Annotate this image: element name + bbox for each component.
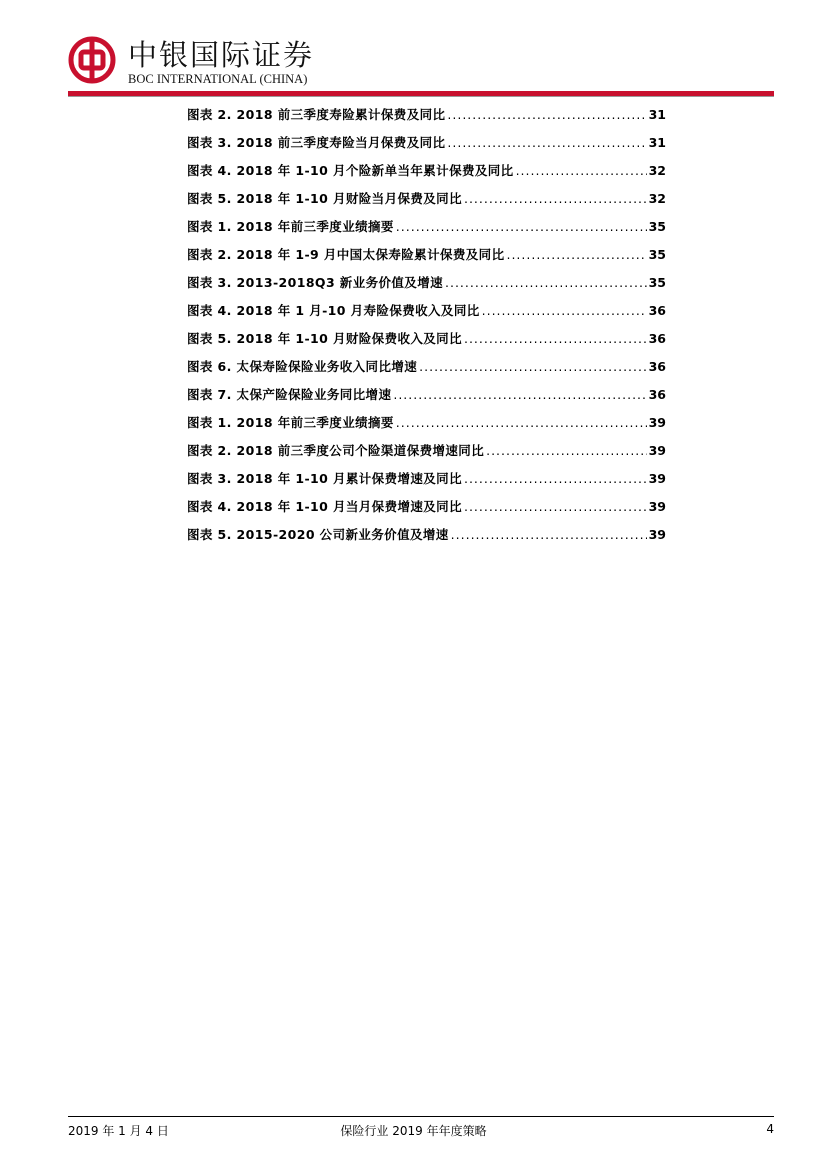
toc-entry[interactable] [187,241,666,269]
page-number: 4 [766,1122,774,1136]
toc-entry-page: 31 [648,135,666,150]
toc-entry-page: 39 [648,527,666,542]
toc-dot-leader [516,157,647,185]
toc-dot-leader [486,437,647,465]
figure-list [187,101,666,549]
toc-entry[interactable] [187,465,666,493]
footer-divider [68,1116,774,1117]
toc-entry[interactable] [187,185,666,213]
toc-dot-leader [393,381,646,409]
toc-entry-page: 35 [648,219,666,234]
toc-entry[interactable] [187,325,666,353]
toc-dot-leader [451,521,647,549]
toc-entry-label: 图表 5. 2018 年 1-10 月财险当月保费及同比 [187,191,462,206]
footer-report-title: 保险行业 2019 年年度策略 [340,1124,487,1138]
toc-entry[interactable] [187,353,666,381]
toc-entry-label: 图表 2. 2018 前三季度公司个险渠道保费增速同比 [187,443,485,458]
toc-dot-leader [506,241,646,269]
toc-entry-label: 图表 2. 2018 前三季度寿险累计保费及同比 [187,107,446,122]
toc-dot-leader [445,269,647,297]
toc-entry[interactable] [187,493,666,521]
toc-entry-page: 35 [648,275,666,290]
toc-entry-label: 图表 1. 2018 年前三季度业绩摘要 [187,219,394,234]
toc-entry-label: 图表 4. 2018 年 1-10 月个险新单当年累计保费及同比 [187,163,514,178]
toc-entry-label: 图表 6. 太保寿险保险业务收入同比增速 [187,359,418,374]
toc-entry[interactable] [187,269,666,297]
toc-dot-leader [464,493,647,521]
brand-name-en: BOC INTERNATIONAL (CHINA) [128,72,308,86]
toc-entry-page: 39 [648,443,666,458]
toc-entry-label: 图表 1. 2018 年前三季度业绩摘要 [187,415,394,430]
toc-entry-label: 图表 5. 2018 年 1-10 月财险保费收入及同比 [187,331,462,346]
toc-dot-leader [396,213,647,241]
toc-entry[interactable] [187,409,666,437]
toc-entry-label: 图表 2. 2018 年 1-9 月中国太保寿险累计保费及同比 [187,247,505,262]
toc-entry[interactable] [187,213,666,241]
page-header [0,0,827,100]
toc-entry[interactable] [187,101,666,129]
toc-entry-page: 39 [648,471,666,486]
toc-entry-label: 图表 5. 2015-2020 公司新业务价值及增速 [187,527,449,542]
toc-entry-page: 35 [648,247,666,262]
toc-entry-page: 32 [648,163,666,178]
toc-entry[interactable] [187,297,666,325]
toc-entry-label: 图表 7. 太保产险保险业务同比增速 [187,387,392,402]
toc-entry-page: 31 [648,107,666,122]
toc-entry[interactable] [187,381,666,409]
footer-date: 2019 年 1 月 4 日 [68,1124,169,1138]
toc-dot-leader [464,465,647,493]
toc-entry-label: 图表 3. 2013-2018Q3 新业务价值及增速 [187,275,443,290]
toc-entry-page: 36 [648,331,666,346]
toc-entry[interactable] [187,437,666,465]
toc-entry-page: 39 [648,415,666,430]
boc-logo-icon [68,36,116,84]
toc-entry-page: 32 [648,191,666,206]
toc-entry-label: 图表 3. 2018 前三季度寿险当月保费及同比 [187,135,446,150]
toc-entry-page: 36 [648,359,666,374]
toc-dot-leader [482,297,647,325]
toc-dot-leader [447,129,646,157]
toc-entry[interactable] [187,129,666,157]
toc-dot-leader [396,409,647,437]
toc-entry[interactable] [187,157,666,185]
toc-dot-leader [464,325,647,353]
toc-entry-label: 图表 3. 2018 年 1-10 月累计保费增速及同比 [187,471,462,486]
toc-entry-page: 39 [648,499,666,514]
toc-entry-label: 图表 4. 2018 年 1 月-10 月寿险保费收入及同比 [187,303,480,318]
toc-entry-page: 36 [648,387,666,402]
toc-dot-leader [447,101,646,129]
toc-dot-leader [464,185,647,213]
header-divider-thin [68,96,774,97]
brand-name-cn: 中银国际证券 [128,38,315,72]
toc-dot-leader [419,353,646,381]
toc-entry-label: 图表 4. 2018 年 1-10 月当月保费增速及同比 [187,499,462,514]
toc-entry-page: 36 [648,303,666,318]
toc-entry[interactable] [187,521,666,549]
